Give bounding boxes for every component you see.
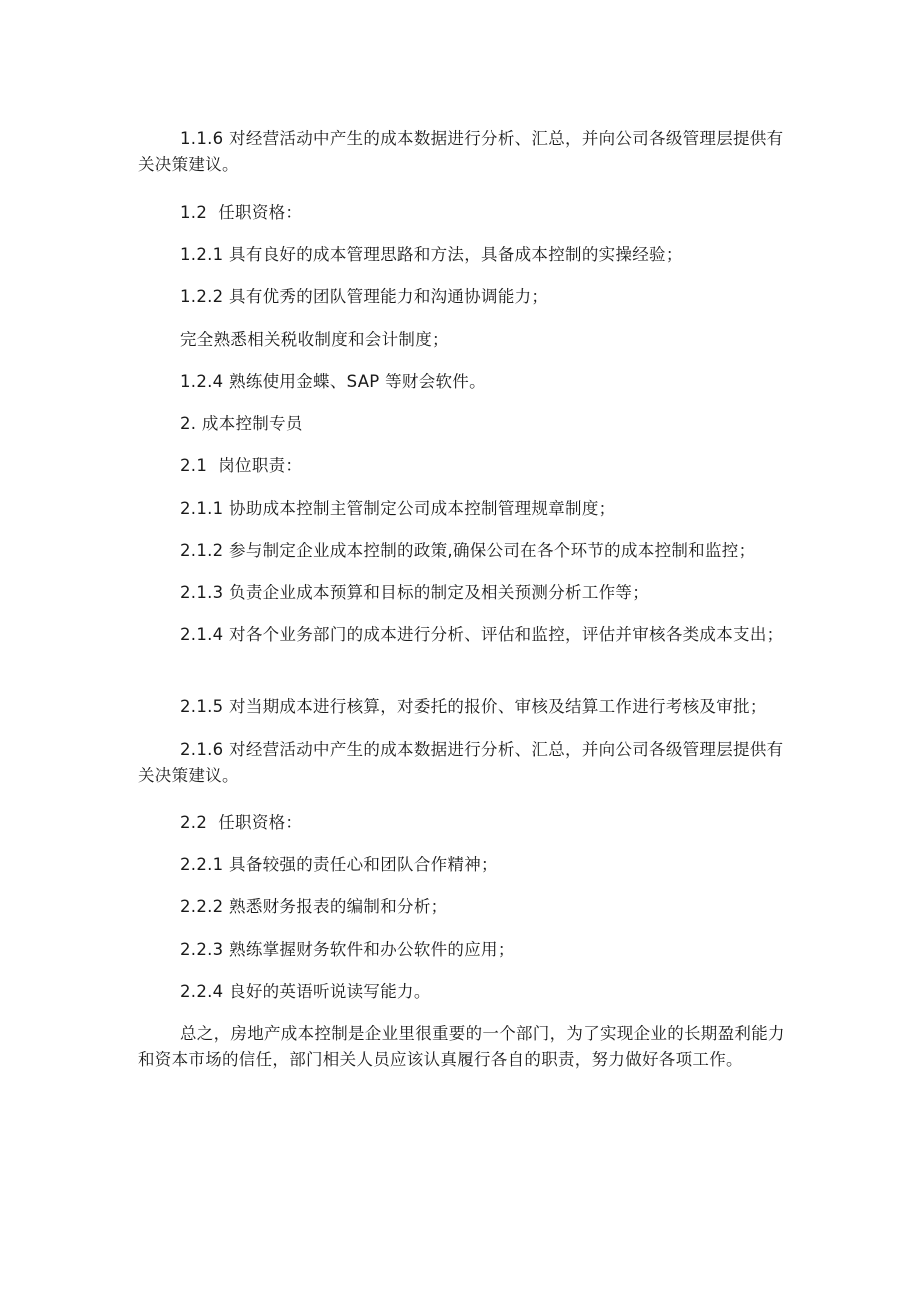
- paragraph-2-1-heading: 2.1 岗位职责：: [180, 456, 303, 475]
- paragraph-1-2-3: 完全熟悉相关税收制度和会计制度；: [180, 330, 449, 349]
- paragraph-1-1-6: 1.1.6 对经营活动中产生的成本数据进行分析、汇总，并向公司各级管理层提供有关决策建议。: [138, 129, 784, 175]
- paragraph-2-2-1: 2.2.1 具备较强的责任心和团队合作精神；: [180, 855, 498, 874]
- paragraph-2-1-2: 2.1.2 参与制定企业成本控制的政策,确保公司在各个环节的成本控制和监控；: [180, 541, 756, 560]
- paragraph-2-heading: 2. 成本控制专员: [180, 414, 303, 433]
- paragraph-2-1-3: 2.1.3 负责企业成本预算和目标的制定及相关预测分析工作等；: [180, 583, 650, 602]
- paragraph-2-2-4: 2.2.4 良好的英语听说读写能力。: [180, 982, 431, 1001]
- paragraph-1-2-4: 1.2.4 熟练使用金蝶、SAP 等财会软件。: [180, 372, 486, 391]
- paragraph-2-1-6: 2.1.6 对经营活动中产生的成本数据进行分析、汇总，并向公司各级管理层提供有关决策建议。: [138, 740, 784, 786]
- paragraph-2-2-heading: 2.2 任职资格：: [180, 813, 303, 832]
- paragraph-2-2-3: 2.2.3 熟练掌握财务软件和办公软件的应用；: [180, 940, 515, 959]
- paragraph-2-2-2: 2.2.2 熟悉财务报表的编制和分析；: [180, 897, 448, 916]
- paragraph-1-2-heading: 1.2 任职资格：: [180, 203, 303, 222]
- paragraph-2-1-5: 2.1.5 对当期成本进行核算，对委托的报价、审核及结算工作进行考核及审批；: [180, 697, 767, 716]
- paragraph-conclusion: 总之，房地产成本控制是企业里很重要的一个部门，为了实现企业的长期盈利能力和资本市场的信任，部门相关人员应该认真履行各自的职责，努力做好各项工作。: [138, 1024, 785, 1070]
- paragraph-2-1-4: 2.1.4 对各个业务部门的成本进行分析、评估和监控，评估并审核各类成本支出；: [180, 625, 784, 644]
- paragraph-1-2-2: 1.2.2 具有优秀的团队管理能力和沟通协调能力；: [180, 287, 549, 306]
- paragraph-1-2-1: 1.2.1 具有良好的成本管理思路和方法，具备成本控制的实操经验；: [180, 245, 683, 264]
- paragraph-2-1-1: 2.1.1 协助成本控制主管制定公司成本控制管理规章制度；: [180, 499, 616, 518]
